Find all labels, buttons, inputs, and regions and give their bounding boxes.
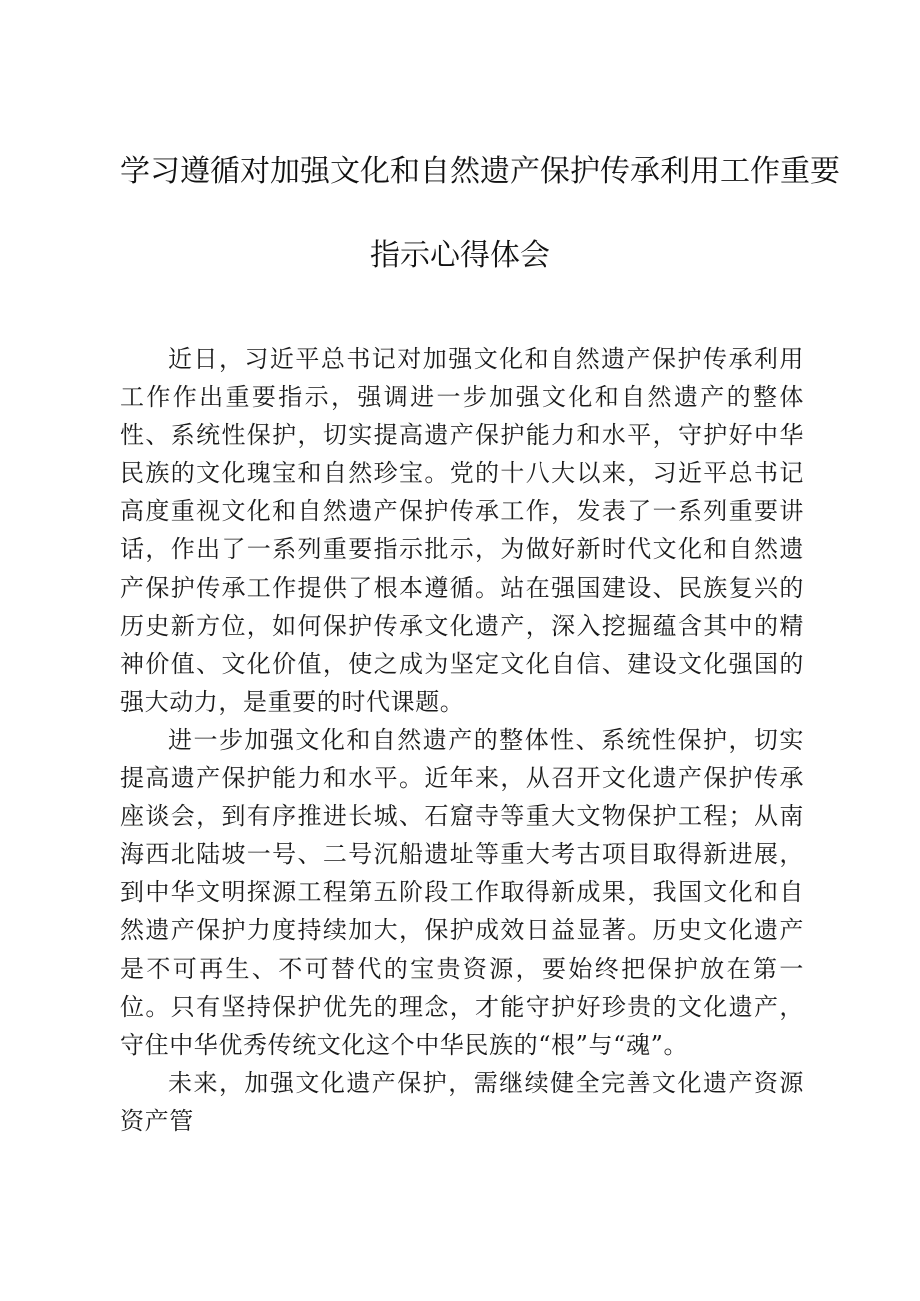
document-body	[120, 340, 804, 1140]
body-paragraph-2: 进一步加强文化和自然遗产的整体性、系统性保护，切实提高遗产保护能力和水平。近年来，从召开文化遗产保护传承座谈会，到有序推进长城、石窟寺等重大文物保护工程；从南海西北陆坡一号、二号沉船遗址等重大考古项目取得新进展，到中华文明探源工程第五阶段工作取得新成果，我国文化和自然遗产保护力度持续加大，保护成效日益显著。历史文化遗产是不可再生、不可替代的宝贵资源，要始终把保护放在第一位。只有坚持保护优先的理念，才能守护好珍贵的文化遗产，守住中华优秀传统文化这个中华民族的“根”与“魂”。	[120, 725, 804, 1059]
body-paragraph-3: 未来，加强文化遗产保护，需继续健全完善文化遗产资源资产管	[120, 1068, 804, 1135]
body-paragraph-1: 近日，习近平总书记对加强文化和自然遗产保护传承利用工作作出重要指示，强调进一步加强文化和自然遗产的整体性、系统性保护，切实提高遗产保护能力和水平，守护好中华民族的文化瑰宝和自然珍宝。党的十八大以来，习近平总书记高度重视文化和自然遗产保护传承工作，发表了一系列重要讲话，作出了一系列重要指示批示，为做好新时代文化和自然遗产保护传承工作提供了根本遵循。站在强国建设、民族复兴的历史新方位，如何保护传承文化遗产，深入挖掘蕴含其中的精神价值、文化价值，使之成为坚定文化自信、建设文化强国的强大动力，是重要的时代课题。	[120, 345, 804, 716]
document-title-line-1: 学习遵循对加强文化和自然遗产保护传承利用工作重要	[120, 154, 840, 189]
document-title-line-2: 指示心得体会	[370, 238, 550, 273]
